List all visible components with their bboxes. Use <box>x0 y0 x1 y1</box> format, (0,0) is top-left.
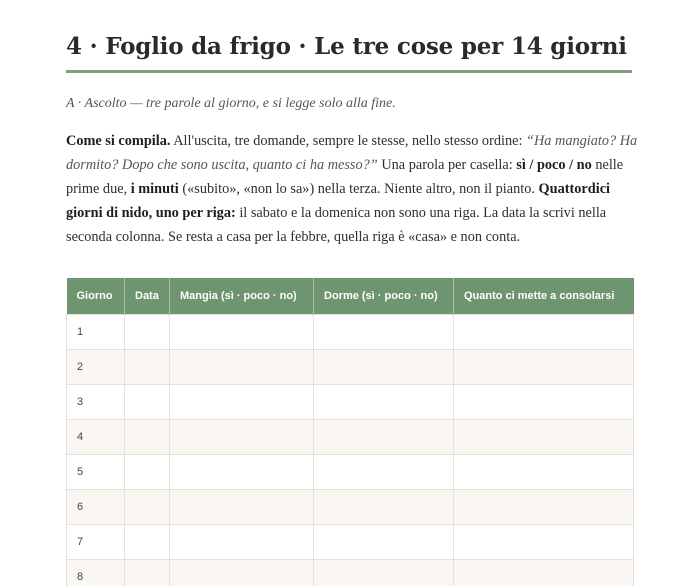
instructions-text-1: All'uscita, tre domande, sempre le stesse, nello stesso ordine: <box>170 133 526 149</box>
day-number-cell: 8 <box>67 560 125 586</box>
sleeps-cell[interactable] <box>314 490 454 525</box>
date-cell[interactable] <box>125 315 170 350</box>
sleeps-cell[interactable] <box>314 560 454 586</box>
date-cell[interactable] <box>125 385 170 420</box>
consoling-time-cell[interactable] <box>454 315 634 350</box>
sleeps-cell[interactable] <box>314 455 454 490</box>
eats-cell[interactable] <box>170 455 314 490</box>
instructions-minutes: i minuti <box>130 181 179 197</box>
daily-log-table <box>66 278 634 586</box>
date-cell[interactable] <box>125 350 170 385</box>
day-number-cell: 1 <box>67 315 125 350</box>
instructions-paragraph <box>66 129 638 249</box>
title-divider <box>66 70 632 73</box>
table-row <box>67 525 634 560</box>
sleeps-cell[interactable] <box>314 315 454 350</box>
eats-cell[interactable] <box>170 560 314 586</box>
instructions-text-5: il sabato e la domenica non sono una riga. La data la scrivi nella seconda colonna. Se resta a casa per la febbre, quella riga è «casa» e non conta. <box>66 205 607 245</box>
day-number-cell: 2 <box>67 350 125 385</box>
day-number-cell: 6 <box>67 490 125 525</box>
table-row <box>67 490 634 525</box>
date-cell[interactable] <box>125 420 170 455</box>
table-row <box>67 420 634 455</box>
instructions-text-2: Una parola per casella: <box>377 157 517 173</box>
sleeps-cell[interactable] <box>314 350 454 385</box>
table-row <box>67 455 634 490</box>
instructions-heading: Come si compila. <box>66 133 171 149</box>
sleeps-cell[interactable] <box>314 385 454 420</box>
date-cell[interactable] <box>125 490 170 525</box>
eats-cell[interactable] <box>170 315 314 350</box>
sleeps-cell[interactable] <box>314 420 454 455</box>
consoling-time-cell[interactable] <box>454 385 634 420</box>
table-row <box>67 315 634 350</box>
column-header-dorme: Dorme (sì · poco · no) <box>314 278 454 315</box>
table-row <box>67 350 634 385</box>
day-number-cell: 5 <box>67 455 125 490</box>
page-title: 4 · Foglio da frigo · Le tre cose per 14 giorni <box>66 33 627 60</box>
table-row <box>67 385 634 420</box>
column-header-mangia: Mangia (sì · poco · no) <box>170 278 314 315</box>
consoling-time-cell[interactable] <box>454 350 634 385</box>
eats-cell[interactable] <box>170 420 314 455</box>
column-header-consolarsi: Quanto ci mette a consolarsi <box>454 278 634 315</box>
eats-cell[interactable] <box>170 490 314 525</box>
consoling-time-cell[interactable] <box>454 455 634 490</box>
section-subtitle: A · Ascolto — tre parole al giorno, e si legge solo alla fine. <box>66 96 396 111</box>
column-header-giorno: Giorno <box>67 278 125 315</box>
date-cell[interactable] <box>125 525 170 560</box>
day-number-cell: 3 <box>67 385 125 420</box>
instructions-text-3: nelle prime due, <box>66 157 624 197</box>
consoling-time-cell[interactable] <box>454 525 634 560</box>
day-number-cell: 7 <box>67 525 125 560</box>
table-header-row <box>67 278 634 315</box>
eats-cell[interactable] <box>170 350 314 385</box>
consoling-time-cell[interactable] <box>454 560 634 586</box>
table-row <box>67 560 634 586</box>
date-cell[interactable] <box>125 560 170 586</box>
eats-cell[interactable] <box>170 385 314 420</box>
sleeps-cell[interactable] <box>314 525 454 560</box>
column-header-data: Data <box>125 278 170 315</box>
instructions-text-4: («subito», «non lo sa») nella terza. Niente altro, non il pianto. <box>178 181 539 197</box>
day-number-cell: 4 <box>67 420 125 455</box>
date-cell[interactable] <box>125 455 170 490</box>
instructions-answer-options: sì / poco / no <box>516 157 592 173</box>
consoling-time-cell[interactable] <box>454 420 634 455</box>
consoling-time-cell[interactable] <box>454 490 634 525</box>
instructions-rows-rule: Quattordici giorni di nido, uno per riga: <box>66 181 611 221</box>
eats-cell[interactable] <box>170 525 314 560</box>
instructions-questions: “Ha mangiato? Ha dormito? Dopo che sono uscita, quanto ci ha messo?” <box>66 133 638 173</box>
